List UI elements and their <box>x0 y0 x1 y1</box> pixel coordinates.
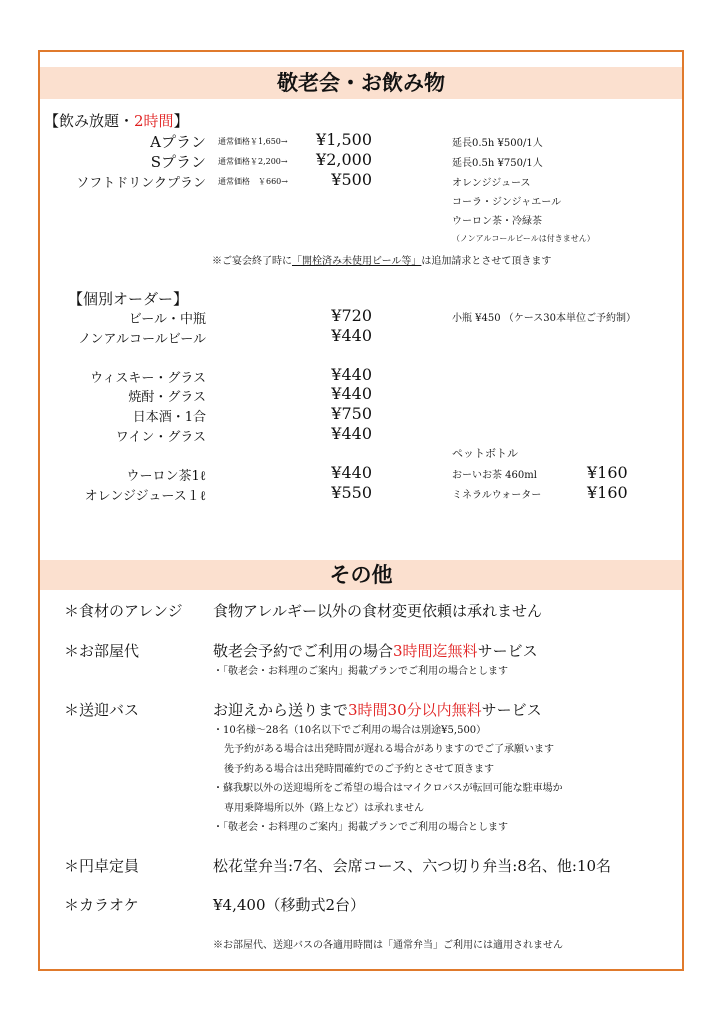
drink-item-price: ¥440 <box>331 384 372 403</box>
karaoke-text: ¥4,400（移動式2台） <box>213 896 366 914</box>
drink-item-name: ワイン・グラス <box>115 430 206 445</box>
drink-item-price: ¥750 <box>331 404 372 423</box>
drink-item-name: 焼酎・グラス <box>128 390 206 405</box>
room-fee-prefix: 敬老会予約でご利用の場合 <box>213 642 394 660</box>
room-fee-free-hours: 3時間迄無料 <box>393 642 478 660</box>
drinks-section-title: 敬老会・お飲み物 <box>277 70 445 95</box>
drinks-section-header <box>40 67 682 99</box>
soft-drink-note: （ノンアルコールビールは付きません） <box>452 234 595 243</box>
plan-regular-price: 通常価格￥2,200→ <box>218 157 288 166</box>
pet-item-name: ミネラルウォーター <box>452 490 542 501</box>
other-section-title: その他 <box>329 562 393 587</box>
pet-item-price: ¥160 <box>587 483 628 502</box>
pet-bottle-heading: ペットボトル <box>452 447 518 460</box>
drink-item-name: ビール・中瓶 <box>128 312 206 327</box>
unopened-beer-notice <box>212 252 551 267</box>
plan-extension-note: 延長0.5h ¥500/1人 <box>452 138 543 149</box>
plan-price: ¥500 <box>331 170 372 189</box>
nomihoudai-hours: 2時間 <box>134 112 174 130</box>
individual-order-heading: 【個別オーダー】 <box>68 290 189 308</box>
soft-drink-note: コーラ・ジンジャエール <box>452 197 562 208</box>
shuttle-bus-note: ・蘇我駅以外の送迎場所をご希望の場合はマイクロバスが転回可能な駐車場か <box>213 783 563 794</box>
shuttle-bus-note: 専用乗降場所以外（路上など）は承れません <box>224 803 424 814</box>
shuttle-bus-free-time: 3時間30分以内無料 <box>348 701 482 719</box>
nomihoudai-bracket-close: 】 <box>173 112 189 130</box>
shuttle-bus-suffix: サービス <box>481 701 542 719</box>
shuttle-bus-prefix: お迎えから送りまで <box>213 701 349 719</box>
ingredients-label: ＊食材のアレンジ <box>64 602 183 620</box>
plan-extension-note: 延長0.5h ¥750/1人 <box>452 158 543 169</box>
kobin-note: 小瓶 ¥450 （ケース30本単位ご予約制） <box>452 313 637 324</box>
plan-name: ソフトドリンクプラン <box>76 176 206 191</box>
notice-underlined: 「開栓済み未使用ビール等」 <box>292 256 422 267</box>
shuttle-bus-text <box>213 699 542 720</box>
footer-note: ※お部屋代、送迎バスの各適用時間は「通常弁当」ご利用には適用されません <box>213 940 563 951</box>
other-section-header <box>40 560 682 590</box>
ingredients-text: 食物アレルギー以外の食材変更依頼は承れません <box>213 602 543 620</box>
round-table-label: ＊円卓定員 <box>64 857 140 875</box>
nomihoudai-heading <box>44 110 189 131</box>
drink-item-name: ウーロン茶1ℓ <box>126 469 206 484</box>
karaoke-label: ＊カラオケ <box>64 896 139 914</box>
pet-item-name: おーいお茶 460ml <box>452 470 537 481</box>
plan-regular-price: 通常価格￥1,650→ <box>218 137 288 146</box>
round-table-text: 松花堂弁当:7名、会席コース、六つ切り弁当:8名、他:10名 <box>213 857 612 875</box>
drink-item-name: オレンジジュース１ℓ <box>84 489 206 504</box>
shuttle-bus-note: 先予約がある場合は出発時間が遅れる場合がありますのでご了承願います <box>224 744 554 755</box>
shuttle-bus-note: ・10名様～28名（10名以下でご利用の場合は別途¥5,500） <box>213 725 487 736</box>
room-fee-note: ・「敬老会・お料理のご案内」掲載プランでご利用の場合とします <box>213 666 508 677</box>
shuttle-bus-note: 後予約ある場合は出発時間確約でのご予約とさせて頂きます <box>224 764 494 775</box>
plan-name: Sプラン <box>150 153 206 171</box>
notice-suffix: は追加請求とさせて頂きます <box>421 256 552 267</box>
pet-item-price: ¥160 <box>587 463 628 482</box>
soft-drink-note: ウーロン茶・冷緑茶 <box>452 216 542 227</box>
shuttle-bus-label: ＊送迎バス <box>64 701 140 719</box>
drink-item-price: ¥720 <box>331 306 372 325</box>
room-fee-suffix: サービス <box>477 642 538 660</box>
room-fee-text <box>213 640 538 661</box>
plan-extension-note: オレンジジュース <box>452 178 531 189</box>
drink-item-price: ¥550 <box>331 483 372 502</box>
plan-price: ¥2,000 <box>316 150 372 169</box>
drink-item-price: ¥440 <box>331 365 372 384</box>
plan-name: Aプラン <box>150 133 206 151</box>
nomihoudai-bracket-open: 【飲み放題・ <box>44 112 135 130</box>
drink-item-price: ¥440 <box>331 326 372 345</box>
plan-regular-price: 通常価格 ￥660→ <box>218 177 288 186</box>
room-fee-label: ＊お部屋代 <box>64 642 140 660</box>
shuttle-bus-note: ・「敬老会・お料理のご案内」掲載プランでご利用の場合とします <box>213 822 508 833</box>
drink-item-name: ノンアルコールビール <box>78 332 206 347</box>
plan-price: ¥1,500 <box>316 130 372 149</box>
drink-item-price: ¥440 <box>331 463 372 482</box>
drink-item-name: 日本酒・1合 <box>132 410 206 425</box>
drink-item-name: ウィスキー・グラス <box>90 371 206 386</box>
drink-item-price: ¥440 <box>331 424 372 443</box>
notice-prefix: ※ご宴会終了時に <box>212 256 292 267</box>
